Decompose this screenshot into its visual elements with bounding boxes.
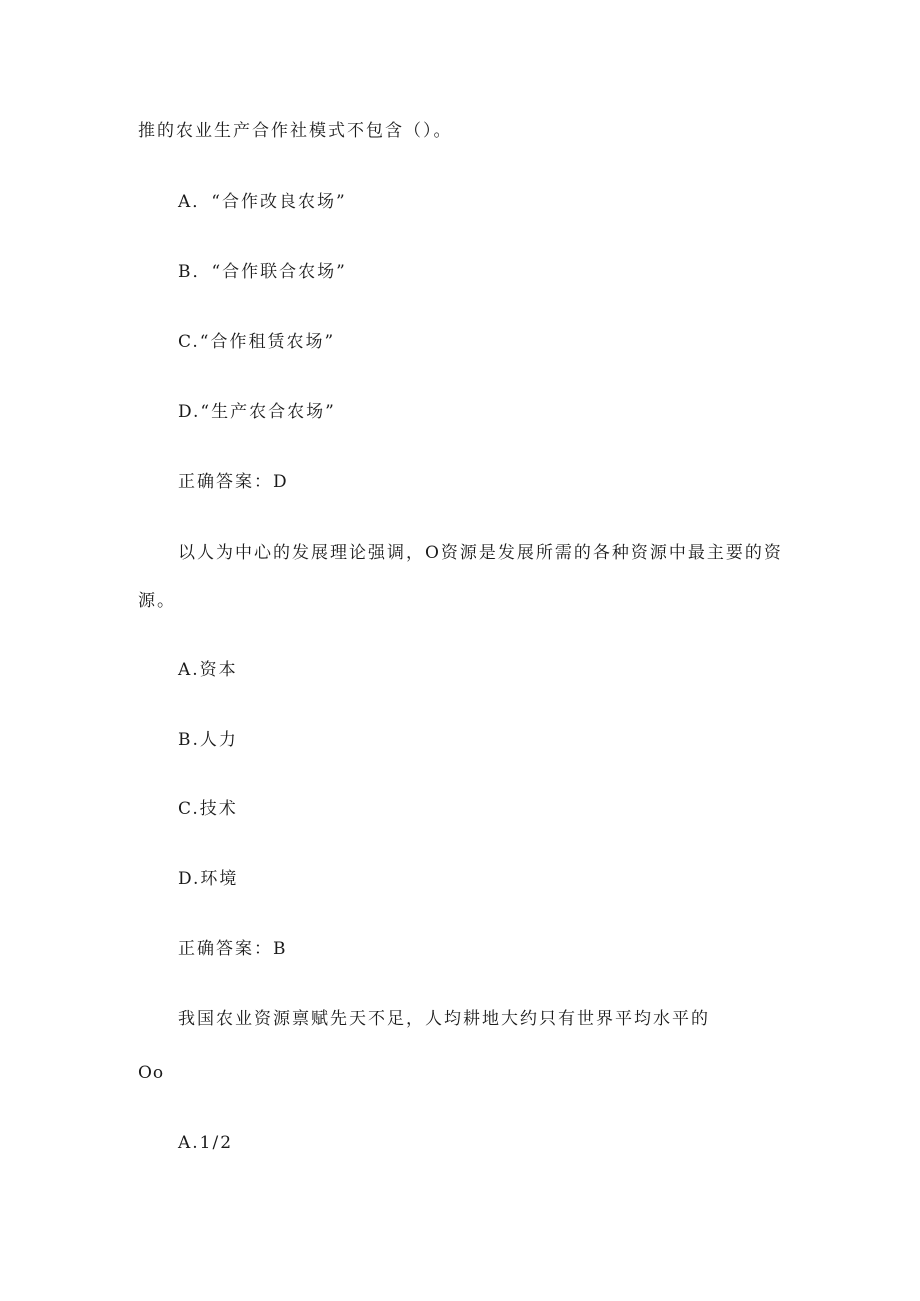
q2-answer: 正确答案：B xyxy=(178,939,288,959)
q1-option-a: A．“合作改良农场” xyxy=(178,192,347,212)
q3-stem-line2: Oo xyxy=(138,1063,165,1083)
q2-option-d: D.环境 xyxy=(178,869,239,889)
q2-option-b: B.人力 xyxy=(178,730,238,750)
q2-stem-line1: 以人为中心的发展理论强调，O资源是发展所需的各种资源中最主要的资 xyxy=(178,543,783,563)
q2-stem-line2: 源。 xyxy=(138,591,176,611)
q2-option-c: C.技术 xyxy=(178,799,238,819)
q1-option-b: B．“合作联合农场” xyxy=(178,262,347,282)
q3-stem-line1: 我国农业资源禀赋先天不足，人均耕地大约只有世界平均水平的 xyxy=(178,1009,710,1029)
q3-option-a: A.1/2 xyxy=(178,1133,234,1153)
q1-answer: 正确答案：D xyxy=(178,472,289,492)
q1-option-c: C.“合作租赁农场” xyxy=(178,332,336,352)
q1-stem: 推的农业生产合作社模式不包含（）。 xyxy=(138,121,453,141)
q2-option-a: A.资本 xyxy=(178,660,238,680)
q1-option-d: D.“生产农合农场” xyxy=(178,402,336,422)
